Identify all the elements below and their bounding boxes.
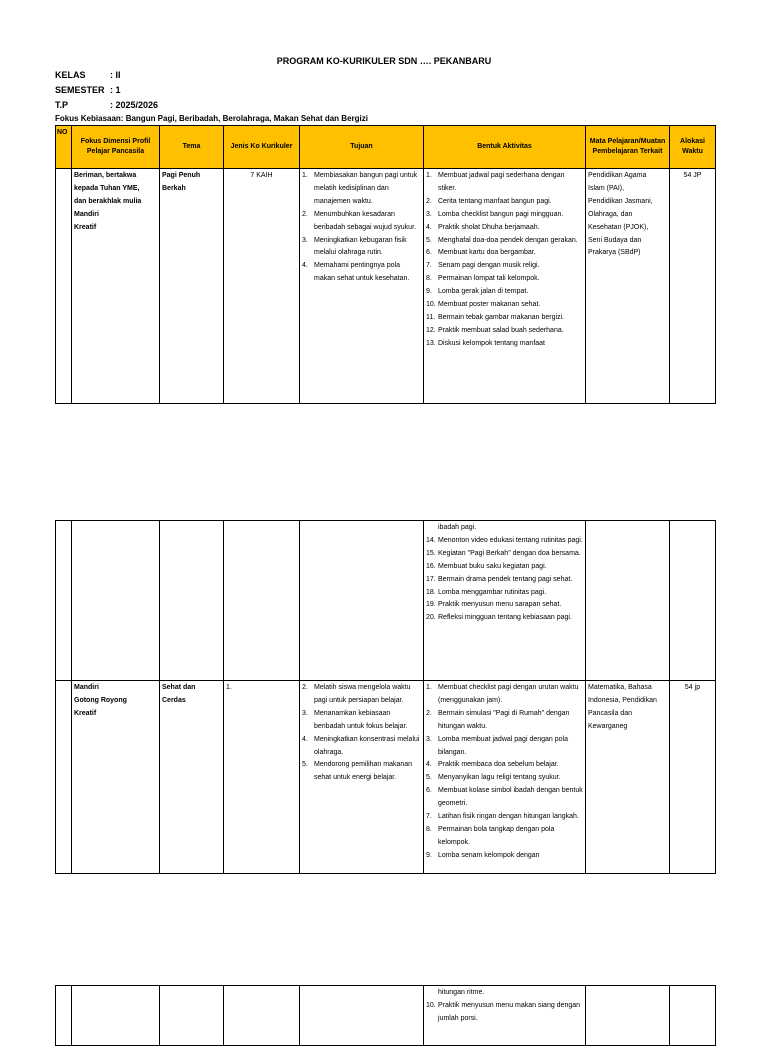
list-item [426,222,583,235]
mapel-line: Matematika, Bahasa [588,684,652,691]
cell-alokasi: 54 JP [670,169,716,404]
mapel-line: Prakarya (SBdP) [588,249,641,257]
list-number: 10. [426,1001,436,1009]
meta-label: SEMESTER [55,85,105,95]
cell-mapel [586,986,670,1046]
list-text: Bermain drama pendek tentang pagi sehat. [438,575,573,583]
list-number: 13. [426,339,436,347]
header-dimensi: Fokus Dimensi Profil Pelajar Pancasila [72,126,160,169]
list-item [426,299,583,312]
list-number: 4. [426,761,432,769]
cell-no [56,681,72,874]
list-text: Membuat poster makanan sehat. [438,301,541,309]
list-item [302,759,421,785]
header-jenis: Jenis Ko Kurikuler [224,126,300,169]
list-number: 10. [426,301,436,309]
header-no: NO [56,126,72,169]
list-item [426,772,583,785]
list-number: 1. [426,172,432,179]
curriculum-table-page1 [55,125,716,404]
document-title: PROGRAM KO-KURIKULER SDN …. PEKANBARU [276,56,492,66]
list-number: 4. [302,262,308,270]
curriculum-table-page2 [55,520,716,874]
list-text: Bermain tebak gambar makanan bergizi. [438,313,565,321]
meta-tp [55,100,158,110]
dimensi-line: Beriman, bertakwa [74,172,137,179]
list-item [426,312,583,325]
meta-value: : 1 [110,85,121,95]
list-text: Praktik membuat salad buah sederhana. [438,326,564,334]
list-number: 1. [426,684,432,691]
list-text: Menanamkan kebiasaan beribadah untuk fokus belajar. [314,709,408,730]
dimensi-line: dan berakhlak mulia [74,197,142,205]
cell-tema [160,169,224,404]
list-text: Praktik menyusun menu makan siang dengan jumlah porsi. [438,1001,581,1022]
list-number: 15. [426,549,436,557]
cell-tema [160,681,224,874]
list-text: Bermain simulasi "Pagi di Rumah" dengan hitungan waktu. [438,709,570,730]
list-number: 3. [302,709,308,717]
cell-dimensi [72,169,160,404]
dimensi-line: kepada Tuhan YME, [74,184,140,192]
list-item [426,235,583,248]
header-mapel: Mata Pelajaran/Muatan Pembelajaran Terkait [586,126,670,169]
list-item [302,708,421,734]
list-text: Senam pagi dengan musik religi. [438,262,540,270]
table-row [56,521,716,681]
table-row [56,681,716,874]
list-number: 4. [302,735,308,743]
list-item [426,612,583,625]
tema-line: Sehat dan [162,684,196,691]
list-number: 17. [426,575,436,583]
cell-tujuan [300,169,424,404]
list-item [426,535,583,548]
list-text: Membuat kartu doa bergambar. [438,249,536,257]
list-text: Mendorong pemilihan makanan sehat untuk energi belajar. [314,761,413,782]
focus-line: Fokus Kebiasaan: Bangun Pagi, Beribadah, Berolahraga, Makan Sehat dan Bergizi [55,114,368,123]
cell-no [56,986,72,1046]
bentuk-list [426,170,583,351]
tema-line: Pagi Penuh [162,172,201,179]
cell-jenis [224,986,300,1046]
cell-bentuk [424,169,586,404]
dimensi-line: Mandiri [74,684,99,691]
list-text: Lomba membuat jadwal pagi dengan pola bilangan. [438,735,568,756]
list-text: Menyanyikan lagu religi tentang syukur. [438,774,561,782]
list-number: 5. [426,774,432,782]
list-text: Permainan lompat tali kelompok. [438,275,540,283]
list-number: 11. [426,313,436,321]
list-number: 2. [302,210,308,218]
bentuk-list [426,535,583,625]
list-number: 1. [302,172,308,179]
list-text: Praktik sholat Dhuha berjamaah. [438,223,540,231]
meta-label: T.P [55,100,69,110]
cell-alokasi: 54 jp [670,681,716,874]
list-text: Kegiatan "Pagi Berkah" dengan doa bersama. [438,549,581,557]
meta-value: : II [110,70,121,80]
bentuk-continued: ibadah pagi. [438,524,477,531]
table-row [56,169,716,404]
header-tema: Tema [160,126,224,169]
cell-no [56,169,72,404]
meta-label: KELAS [55,70,86,80]
list-text: Praktik membaca doa sebelum belajar. [438,761,559,769]
dimensi-line: Mandiri [74,210,99,218]
dimensi-line: Gotong Royong [74,696,127,704]
list-number: 7. [426,813,432,821]
list-number: 20. [426,614,436,622]
header-alokasi: Alokasi Waktu [670,126,716,169]
cell-bentuk [424,681,586,874]
list-item [426,734,583,760]
list-text: Permainan bola tangkap dengan pola kelompok. [438,825,555,846]
list-text: Menonton video edukasi tentang rutinitas pagi. [438,536,583,544]
mapel-line: Pendidikan Agama [588,172,647,179]
list-item [426,1000,583,1026]
list-text: Cerita tentang manfaat bangun pagi. [438,197,552,205]
mapel-line: Islam (PAI), [588,184,625,192]
list-text: Membuat kolase simbol ibadah dengan bentuk geometri. [438,787,583,808]
cell-bentuk [424,986,586,1046]
mapel-line: Kewarganeg [588,722,628,730]
list-number: 5. [302,761,308,769]
list-text: Meningkatkan kebugaran fisik melalui olahraga rutin. [314,236,407,257]
meta-semester [55,85,121,95]
cell-tujuan [300,521,424,681]
list-text: Menumbuhkan kesadaran beribadah sebagai wujud syukur. [314,210,416,231]
bentuk-list [426,1000,583,1026]
list-number: 6. [426,787,432,795]
cell-bentuk [424,521,586,681]
cell-dimensi [72,986,160,1046]
list-number: 5. [426,236,432,244]
list-item [302,260,421,286]
tema-line: Berkah [162,184,186,192]
cell-dimensi [72,681,160,874]
list-item [302,235,421,261]
cell-mapel [586,681,670,874]
list-number: 7. [426,262,432,270]
table-row [56,986,716,1046]
list-number: 3. [426,735,432,743]
list-text: Lomba gerak jalan di tempat. [438,288,529,296]
meta-kelas [55,70,121,80]
list-number: 2. [426,709,432,717]
cell-no [56,521,72,681]
cell-jenis [224,521,300,681]
list-item [302,682,421,708]
list-text: Meningkatkan konsentrasi melalui olahraga. [314,735,420,756]
list-number: 3. [302,236,308,244]
tema-line: Cerdas [162,696,186,704]
list-text: Lomba senam kelompok dengan [438,851,540,859]
cell-mapel [586,521,670,681]
cell-alokasi [670,986,716,1046]
list-text: Latihan fisik ringan dengan hitungan langkah. [438,813,579,821]
cell-dimensi [72,521,160,681]
cell-tema [160,521,224,681]
list-item [426,811,583,824]
mapel-line: Pancasila dan [588,709,632,717]
list-number: 2. [302,684,308,691]
list-item [426,759,583,772]
mapel-line: Pendidikan Jasmani, [588,197,653,205]
list-number: 12. [426,326,436,334]
dimensi-line: Kreatif [74,223,97,231]
list-number: 9. [426,288,432,296]
mapel-line: Indonesia, Pendidikan [588,696,657,704]
list-item [426,599,583,612]
bentuk-list [426,682,583,863]
list-text: Membuat jadwal pagi sederhana dengan stiker. [438,172,565,192]
list-number: 9. [426,851,432,859]
cell-tujuan [300,681,424,874]
list-item [426,170,583,196]
list-number: 6. [426,249,432,257]
list-text: Membuat checklist pagi dengan urutan waktu (menggunakan jam). [438,684,579,704]
list-item [426,682,583,708]
list-item [426,785,583,811]
list-item [426,587,583,600]
list-item [302,209,421,235]
list-item [426,708,583,734]
dimensi-line: Kreatif [74,709,97,717]
cell-jenis: 7 KAIH [224,169,300,404]
list-item [426,548,583,561]
table-header-row [56,126,716,169]
list-item [426,850,583,863]
cell-alokasi [670,521,716,681]
list-number: 16. [426,562,436,570]
list-item [426,561,583,574]
list-number: 8. [426,825,432,833]
list-number: 8. [426,275,432,283]
mapel-line: Seni Budaya dan [588,236,642,244]
list-item [426,338,583,351]
cell-tujuan [300,986,424,1046]
list-text: Membiasakan bangun pagi untuk melatih kedisiplinan dan manajemen waktu. [314,172,418,205]
list-item [302,734,421,760]
list-number: 2. [426,197,432,205]
list-item [302,170,421,209]
mapel-line: Kesehatan (PJOK), [588,223,649,231]
list-item [426,273,583,286]
list-item [426,824,583,850]
list-item [426,196,583,209]
list-item [426,325,583,338]
header-tujuan: Tujuan [300,126,424,169]
list-number: 3. [426,210,432,218]
list-item [426,247,583,260]
tujuan-list [302,682,421,785]
bentuk-continued: hitungan ritme. [438,989,485,996]
list-text: Memahami pentingnya pola makan sehat untuk kesehatan. [314,262,410,283]
list-text: Lomba checklist bangun pagi mingguan. [438,210,564,218]
list-number: 19. [426,601,436,609]
list-text: Praktik menyusun menu sarapan sehat. [438,601,562,609]
list-text: Membuat buku saku kegiatan pagi. [438,562,547,570]
list-number: 4. [426,223,432,231]
mapel-line: Olahraga, dan [588,210,633,218]
cell-tema [160,986,224,1046]
header-bentuk: Bentuk Aktivitas [424,126,586,169]
list-text: Lomba menggambar rutinitas pagi. [438,588,547,596]
list-item [426,260,583,273]
cell-jenis: 1. [224,681,300,874]
list-text: Refleksi mingguan tentang kebiasaan pagi. [438,614,572,622]
list-item [426,574,583,587]
list-item [426,286,583,299]
list-item [426,209,583,222]
list-text: Menghafal doa-doa pendek dengan gerakan. [438,236,578,244]
list-text: Diskusi kelompok tentang manfaat [438,339,545,347]
tujuan-list [302,170,421,286]
list-number: 18. [426,588,436,596]
meta-value: : 2025/2026 [110,100,159,110]
list-text: Melatih siswa mengelola waktu pagi untuk persiapan belajar. [314,684,411,704]
list-number: 14. [426,536,436,544]
cell-mapel [586,169,670,404]
curriculum-table-page3 [55,985,716,1046]
